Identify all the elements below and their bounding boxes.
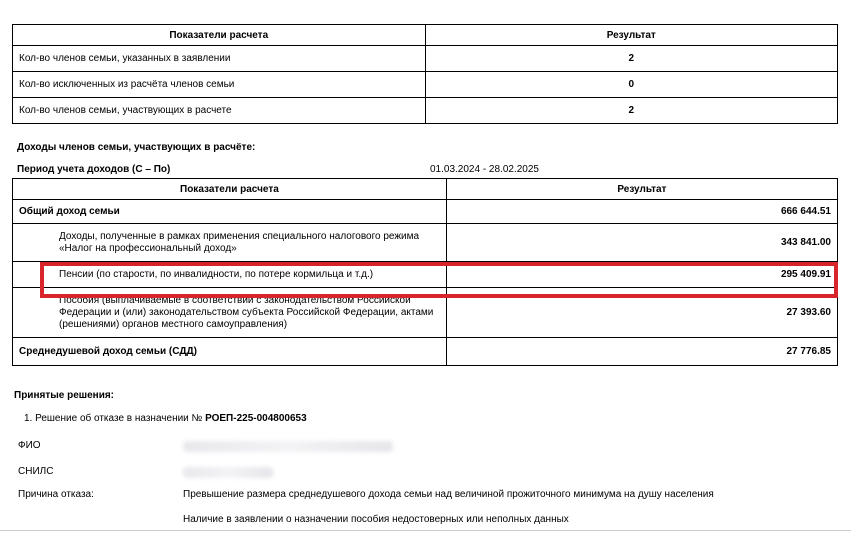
per-capita-label: Среднедушевой доход семьи (СДД) xyxy=(13,338,447,366)
row-label: Пенсии (по старости, по инвалидности, по потере кормильца и т.д.) xyxy=(13,262,447,288)
row-value: 2 xyxy=(425,46,838,72)
decision-label: 1. Решение об отказе в назначении № xyxy=(24,413,203,424)
decisions-title: Принятые решения: xyxy=(14,390,115,401)
reason-1: Превышение размера среднедушевого дохода семьи над величиной прожиточного минимума на душу населения xyxy=(183,489,714,500)
row-value: 2 xyxy=(425,98,838,124)
row-label: Кол-во исключенных из расчёта членов семьи xyxy=(13,72,426,98)
family-members-table xyxy=(12,24,838,124)
total-income-row xyxy=(13,200,838,224)
row-value: 27 393.60 xyxy=(446,288,837,338)
snils-redacted xyxy=(183,467,273,478)
period-value: 01.03.2024 - 28.02.2025 xyxy=(430,164,539,175)
table-header-row xyxy=(13,179,838,200)
row-label: Кол-во членов семьи, участвующих в расчете xyxy=(13,98,426,124)
header-indicator: Показатели расчета xyxy=(13,179,447,200)
reason-label: Причина отказа: xyxy=(18,489,94,500)
income-section-title: Доходы членов семьи, участвующих в расчёте: xyxy=(17,142,256,153)
total-income-label: Общий доход семьи xyxy=(13,200,447,224)
header-result: Результат xyxy=(425,25,838,46)
table-row xyxy=(13,98,838,124)
decision-number: РОЕП-225-004800653 xyxy=(205,413,307,424)
fio-redacted xyxy=(183,441,393,452)
page-bottom-edge xyxy=(0,530,851,531)
table-row xyxy=(13,224,838,262)
row-label: Кол-во членов семьи, указанных в заявлении xyxy=(13,46,426,72)
row-label: Пособия (выплачиваемые в соответствии с законодательством Российской Федерации и (или) законодательством субъекта Российской Федерации, актами (решениями) органов местного самоуправления) xyxy=(13,288,447,338)
table-header-row xyxy=(13,25,838,46)
total-income-value: 666 644.51 xyxy=(446,200,837,224)
snils-label: СНИЛС xyxy=(18,466,54,477)
row-value: 343 841.00 xyxy=(446,224,837,262)
per-capita-row xyxy=(13,338,838,366)
row-label: Доходы, полученные в рамках применения специального налогового режима «Налог на профессиональный доход» xyxy=(13,224,447,262)
highlight-box xyxy=(40,262,838,298)
header-indicator: Показатели расчета xyxy=(13,25,426,46)
header-result: Результат xyxy=(446,179,837,200)
reason-2: Наличие в заявлении о назначении пособия недостоверных или неполных данных xyxy=(183,514,569,525)
table-row xyxy=(13,46,838,72)
row-value: 295 409.91 xyxy=(446,262,837,288)
table-row xyxy=(13,72,838,98)
period-label: Период учета доходов (С – По) xyxy=(17,164,171,175)
fio-label: ФИО xyxy=(18,440,41,451)
decision-text xyxy=(24,413,307,424)
row-value: 0 xyxy=(425,72,838,98)
per-capita-value: 27 776.85 xyxy=(446,338,837,366)
